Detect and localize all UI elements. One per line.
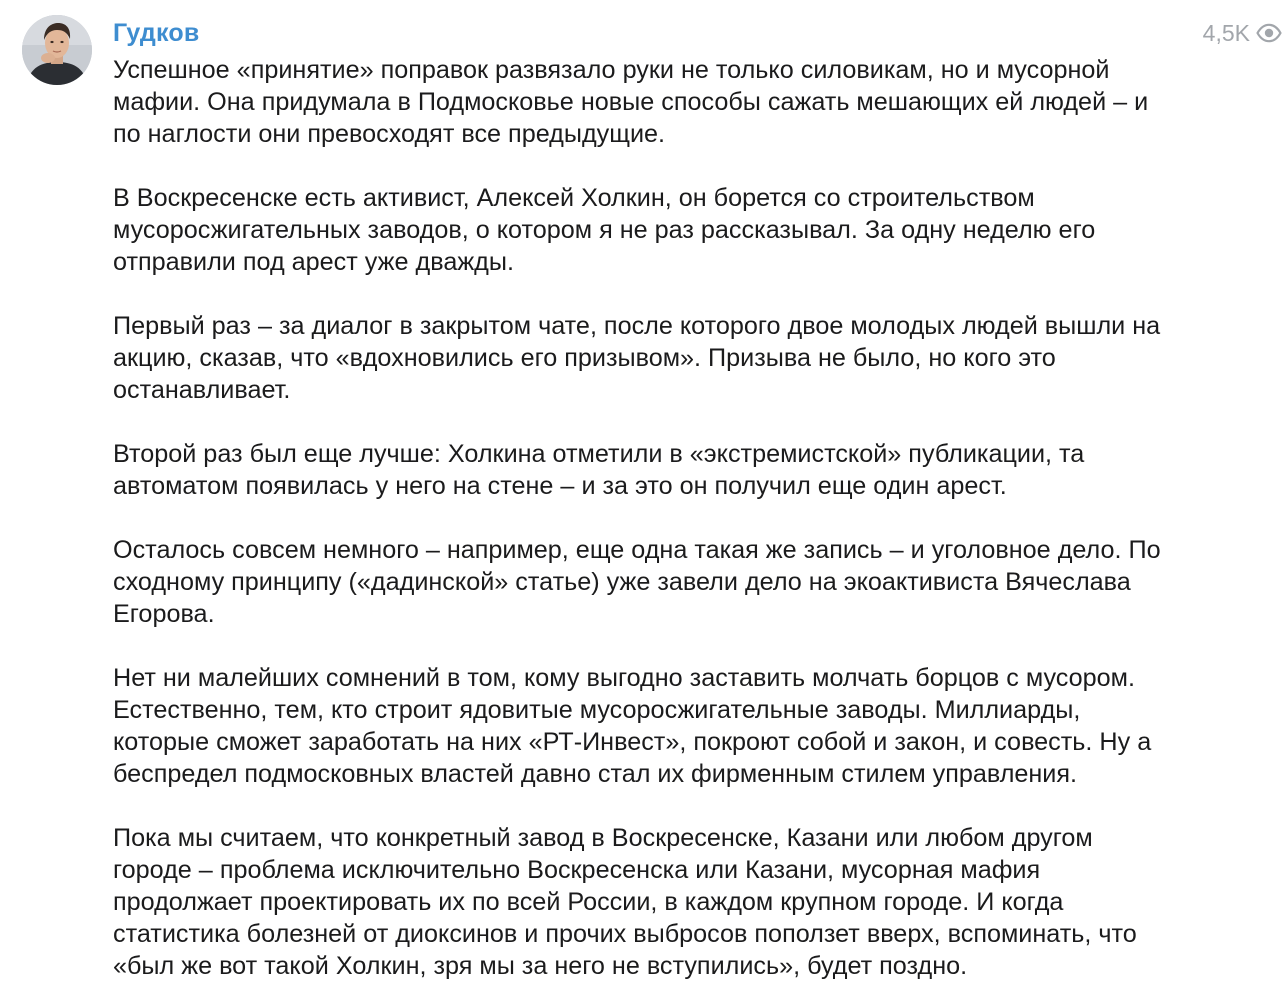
message-paragraph: [113, 54, 1283, 150]
channel-author-name[interactable]: Гудков: [113, 19, 200, 47]
views-counter: [1203, 19, 1282, 47]
message-paragraph: [113, 822, 1283, 982]
message-line: Нет ни малейших сомнений в том, кому выгодно заставить молчать борцов с мусором.: [113, 664, 1135, 692]
message-line: статистика болезней от диоксинов и прочих выбросов поползет вверх, вспоминать, что: [113, 920, 1137, 948]
message-line: которые сможет заработать на них «РТ-Инвест», покроют собой и закон, и совесть. Ну а: [113, 728, 1152, 756]
message-text: [113, 54, 1283, 982]
message-line: автоматом появилась у него на стене – и за это он получил еще один арест.: [113, 472, 1007, 500]
message-line: Первый раз – за диалог в закрытом чате, после которого двое молодых людей вышли на: [113, 312, 1161, 340]
message-paragraph: [113, 310, 1283, 406]
message-line: отправили под арест уже дважды.: [113, 248, 514, 276]
message-line: Егорова.: [113, 600, 215, 628]
message-paragraph: [113, 534, 1283, 630]
message-line: городе – проблема исключительно Воскресенска или Казани, мусорная мафия: [113, 856, 1041, 884]
message-line: продолжает проектировать их по всей России, в каждом крупном городе. И когда: [113, 888, 1064, 916]
message-line: по наглости они превосходят все предыдущие.: [113, 120, 666, 148]
message-line: Второй раз был еще лучше: Холкина отметили в «экстремистской» публикации, та: [113, 440, 1085, 468]
message-line: беспредел подмосковных властей давно стал их фирменным стилем управления.: [113, 760, 1078, 788]
message-line: «был же вот такой Холкин, зря мы за него не вступились», будет поздно.: [113, 952, 968, 980]
message-line: Осталось совсем немного – например, еще одна такая же запись – и уголовное дело. По: [113, 536, 1161, 564]
message-line: Пока мы считаем, что конкретный завод в Воскресенске, Казани или любом другом: [113, 824, 1093, 852]
message-line: мусоросжигательных заводов, о котором я не раз рассказывал. За одну неделю его: [113, 216, 1096, 244]
message-line: Естественно, тем, кто строит ядовитые мусоросжигательные заводы. Миллиарды,: [113, 696, 1081, 724]
views-count: 4,5K: [1202, 20, 1250, 46]
message-line: мафии. Она придумала в Подмосковье новые способы сажать мешающих ей людей – и: [113, 88, 1149, 116]
message-paragraph: [113, 182, 1283, 278]
avatar-photo-icon: [22, 15, 92, 85]
message-paragraph: [113, 438, 1283, 502]
message-line: акцию, сказав, что «вдохновились его призывом». Призыва не было, но кого это: [113, 344, 1056, 372]
message-line: останавливает.: [113, 376, 291, 404]
message-paragraph: [113, 662, 1283, 790]
message-line: Успешное «принятие» поправок развязало руки не только силовикам, но и мусорной: [113, 56, 1110, 84]
message-line: В Воскресенске есть активист, Алексей Холкин, он борется со строительством: [113, 184, 1035, 212]
message-line: сходному принципу («дадинской» статье) уже завели дело на экоактивиста Вячеслава: [113, 568, 1131, 596]
eye-icon: [1256, 23, 1282, 43]
author-avatar[interactable]: [22, 15, 92, 85]
